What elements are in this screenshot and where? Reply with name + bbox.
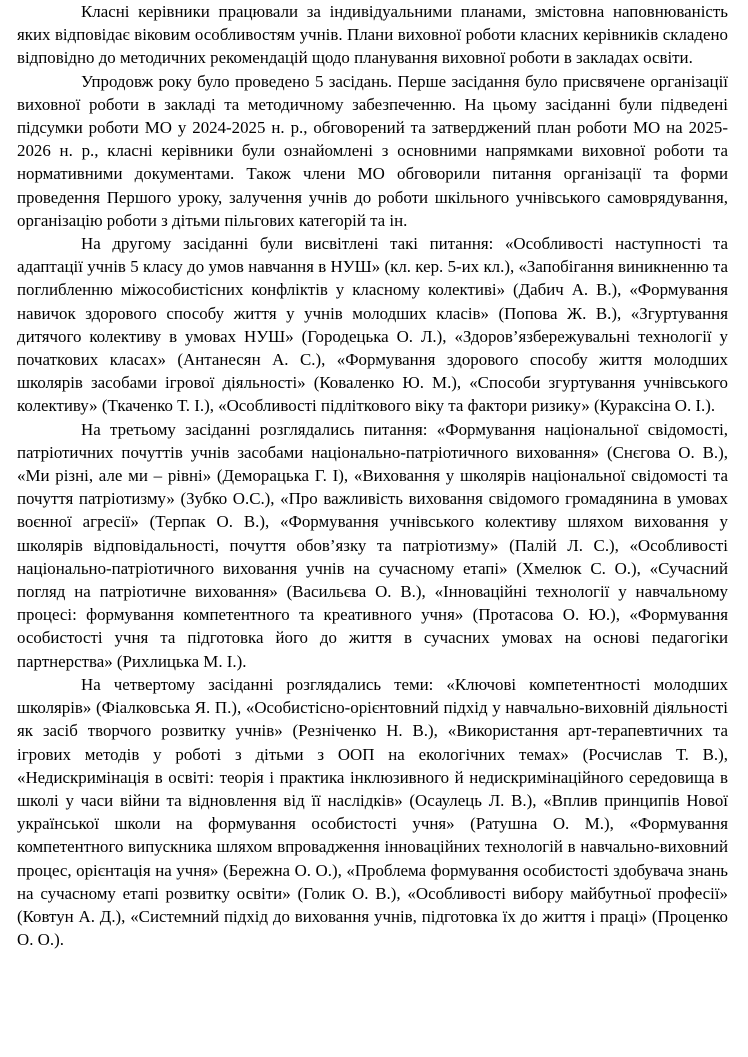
paragraph-fourth-meeting: На четвертому засіданні розглядались теми: «Ключові компетентності молодших школярів» (Фіалковська Я. П.), «Особистісно-орієнтовний підхід у навчально-виховній діяльності як засіб творчого розвитку учнів» (Резніченко Н. В.), «Використання арт-терапевтичних та ігрових методів у роботі з дітьми з ООП на екологічних темах» (Росчислав Т. В.), «Недискримінація в освіті: теорія і практика інклюзивного й недискримінаційного середовища в школі у часи війни та відновлення від її наслідків» (Осаулець Л. В.), «Вплив принципів Нової української школи на формування особистості учня» (Ратушна О. М.), «Формування компетентного випускника шляхом впровадження інноваційних технологій в навчально-виховний процес, орієнтація на учня» (Бережна О. О.), «Проблема формування особистості здобувача знань на сучасному етапі розвитку освіти» (Голик О. В.), «Особливості вибору майбутньої професії» (Ковтун А. Д.), «Системний підхід до виховання учнів, підготовка їх до життя і праці» (Проценко О. О.).: [17, 674, 728, 950]
paragraph-second-meeting: На другому засіданні були висвітлені такі питання: «Особливості наступності та адаптації учнів 5 класу до умов навчання в НУШ» (кл. кер. 5-их кл.), «Запобігання виникненню та поглибленню міжособистісних конфліктів у класному колективі» (Дабич А. В.), «Формування навичок здорового способу життя у учнів молодших класів» (Попова Ж. В.), «Згуртування дитячого колективу в умовах НУШ» (Городецька О. Л.), «Здоров’язбережувальні технології у початкових класах» (Антанесян А. С.), «Формування здорового способу життя молодших школярів засобами ігрової діяльності» (Коваленко Ю. М.), «Способи згуртування учнівського колективу» (Ткаченко Т. І.), «Особливості підліткового віку та фактори ризику» (Кураксіна О. І.).: [17, 234, 728, 416]
document-body: [17, 0, 728, 951]
paragraph-class-teachers-plans: Класні керівники працювали за індивідуальними планами, змістовна наповнюваність яких відповідає віковим особливостям учнів. Плани виховної роботи класних керівників складено відповідно до методичних рекомендацій щодо планування виховної роботи в закладах освіти.: [17, 2, 728, 68]
paragraph-third-meeting: На третьому засіданні розглядались питання: «Формування національної свідомості, патріотичних почуттів учнів засобами національно-патріотичного виховання» (Снєгова О. В.), «Ми різні, але ми – рівні» (Деморацька Г. І), «Виховання у школярів національної свідомості та почуття патріотизму» (Зубко О.С.), «Про важливість виховання свідомого громадянина в умовах воєнної агресії» (Терпак О. В.), «Формування учнівського колективу шляхом виховання у школярів відповідальності, почуття обов’язку та патріотизму» (Палій Л. С.), «Особливості національно-патріотичного виховання учнів на сучасному етапі» (Хмелюк С. О.), «Сучасний погляд на патріотичне виховання» (Васильєва О. В.), «Інноваційні технології у навчальному процесі: формування компетентного та креативного учня» (Протасова О. Ю.), «Формування особистості учня та підготовка його до життя в сучасних умовах на основі педагогіки партнерства» (Рихлицька М. І.).: [17, 419, 728, 671]
paragraph-meetings-overview: Упродовж року було проведено 5 засідань. Перше засідання було присвячене організації виховної роботи в закладі та методичному забезпеченню. На цьому засіданні були підведені підсумки роботи МО у 2024-2025 н. р., обговорений та затверджений план роботи МО на 2025-2026 н. р., класні керівники були ознайомлені з основними напрямками виховної роботи та нормативними документами. Також члени МО обговорили питання організації та форми проведення Першого уроку, залучення учнів до роботи шкільного учнівського самоврядування, організацію роботи з дітьми пільгових категорій та ін.: [17, 71, 728, 230]
